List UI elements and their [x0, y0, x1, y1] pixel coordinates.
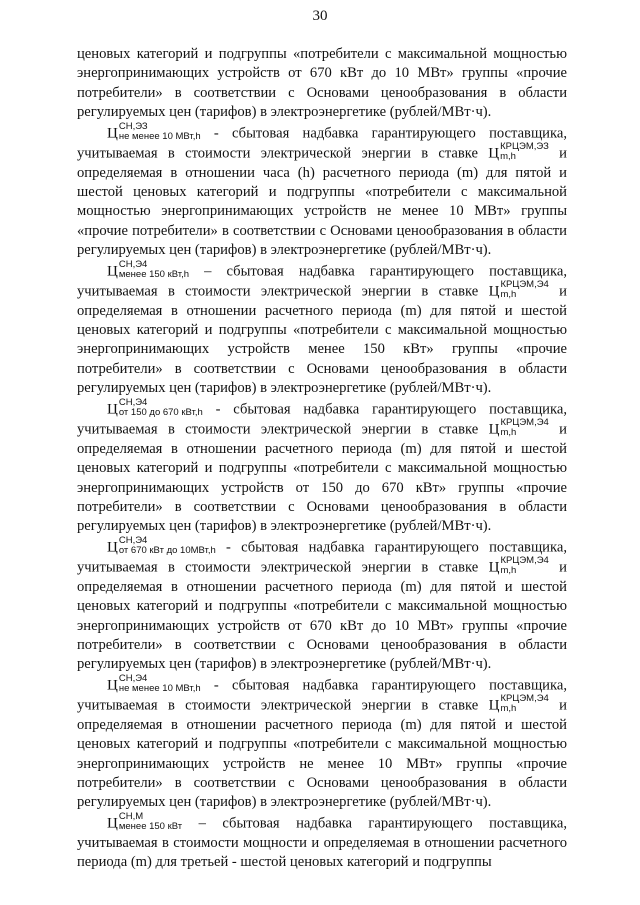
definition-text-cont: и определяемая в отношении расчетного периода (m) для пятой и шестой ценовых категорий и подгруппы «потребители с максимальной мощностью энергопринимающих устройств менее 150 кВт» группы «прочие потребители» в соответствии с Основами ценообразования в области регулируемых цен (тарифов) в электроэнергетике (рублей/МВт·ч).	[77, 283, 567, 397]
symbol-base: Ц	[107, 677, 118, 694]
page-number: 30	[312, 8, 328, 24]
rate-superscript: КРЦЭМ,Э4	[500, 416, 549, 428]
document-body	[77, 45, 567, 873]
symbol-superscript: СН,М	[118, 810, 144, 822]
symbol-base: Ц	[107, 263, 118, 279]
symbol-base: Ц	[107, 539, 118, 556]
symbol-subscript: от 670 кВт до 10МВт,h	[118, 544, 216, 556]
rate-symbol	[488, 416, 549, 440]
rate-symbol	[488, 140, 549, 164]
tariff-symbol	[107, 258, 189, 282]
definition-paragraph	[77, 534, 567, 675]
symbol-subscript: не менее 10 МВт,h	[118, 130, 201, 142]
rate-symbol-base: Ц	[488, 144, 500, 161]
tariff-symbol	[107, 672, 201, 696]
symbol-base: Ц	[107, 815, 118, 832]
definition-text: – сбытовая надбавка гарантирующего поставщика, учитываемая в стоимости электрической энергии в ставке	[77, 263, 567, 299]
definition-paragraph	[77, 258, 567, 399]
rate-symbol	[488, 278, 549, 302]
tariff-symbol	[107, 396, 203, 420]
symbol-subscript: не менее 10 МВт,h	[118, 682, 201, 694]
definition-text: - сбытовая надбавка гарантирующего поставщика, учитываемая в стоимости электрической энергии в ставке	[77, 124, 567, 161]
rate-superscript: КРЦЭМ,ЭЗ	[500, 140, 549, 152]
rate-symbol	[488, 554, 549, 578]
rate-superscript: КРЦЭМ,Э4	[500, 692, 549, 704]
definition-text: - сбытовая надбавка гарантирующего поставщика, учитываемая в стоимости электрической энергии в ставке	[77, 677, 567, 714]
symbol-base: Ц	[107, 124, 118, 141]
symbol-superscript: СН,Э4	[118, 534, 148, 546]
intro-paragraph: ценовых категорий и подгруппы «потребители с максимальной мощностью энергопринимающих устройств от 670 кВт до 10 МВт» группы «прочие потребители» в соответствии с Основами ценообразования в области регулируемых цен (тарифов) в электроэнергетике (рублей/МВт·ч).	[77, 46, 567, 121]
definition-paragraph	[77, 810, 567, 873]
symbol-superscript: СН,Э4	[118, 396, 148, 408]
symbol-superscript: СН,Э4	[118, 258, 148, 270]
symbol-subscript: менее 150 кВт,h	[118, 268, 189, 280]
rate-superscript: КРЦЭМ,Э4	[500, 278, 549, 290]
definition-paragraph	[77, 120, 567, 261]
rate-subscript: m,h	[500, 426, 517, 438]
definition-paragraph	[77, 396, 567, 537]
tariff-symbol	[107, 120, 201, 144]
rate-symbol-base: Ц	[488, 421, 500, 438]
rate-symbol-base: Ц	[488, 559, 500, 576]
definition-text: - сбытовая надбавка гарантирующего поставщика, учитываемая в стоимости электрической энергии в ставке	[77, 401, 567, 438]
definition-text: - сбытовая надбавка гарантирующего поставщика, учитываемая в стоимости электрической энергии в ставке	[77, 539, 567, 576]
definitions-list	[77, 120, 567, 873]
rate-subscript: m,h	[500, 702, 517, 714]
tariff-symbol	[107, 534, 216, 558]
rate-superscript: КРЦЭМ,Э4	[500, 554, 549, 566]
definition-text-cont: и определяемая в отношении часа (h) расчетного периода (m) для пятой и шестой ценовых категорий и подгруппы «потребители с максимальной мощностью энергопринимающих устройств не менее 10 МВт» группы «прочие потребители» в соответствии с Основами ценообразования в области регулируемых цен (тарифов) в электроэнергетике (рублей/МВт·ч).	[77, 144, 567, 259]
definition-text-cont: и определяемая в отношении расчетного периода (m) для пятой и шестой ценовых категорий и подгруппы «потребители с максимальной мощностью энергопринимающих устройств не менее 10 МВт» группы «прочие потребители» в соответствии с Основами ценообразования в области регулируемых цен (тарифов) в электроэнергетике (рублей/МВт·ч).	[77, 697, 567, 811]
rate-subscript: m,h	[500, 150, 516, 162]
rate-symbol	[488, 692, 549, 716]
definition-text: – сбытовая надбавка гарантирующего поставщика, учитываемая в стоимости мощности и определяемая в отношении расчетного периода (m) для третьей - шестой ценовых категорий и подгруппы	[77, 815, 567, 871]
symbol-subscript: от 150 до 670 кВт,h	[118, 406, 203, 418]
tariff-symbol	[107, 810, 183, 834]
rate-subscript: m,h	[500, 288, 517, 300]
rate-symbol-base: Ц	[488, 283, 500, 299]
definition-text-cont: и определяемая в отношении расчетного периода (m) для пятой и шестой ценовых категорий и подгруппы «потребители с максимальной мощностью энергопринимающих устройств от 670 кВт до 10 МВт» группы «прочие потребители» в соответствии с Основами ценообразования в области регулируемых цен (тарифов) в электроэнергетике (рублей/МВт·ч).	[77, 559, 567, 673]
symbol-superscript: СН,Э4	[118, 672, 148, 684]
rate-subscript: m,h	[500, 564, 517, 576]
definition-paragraph	[77, 672, 567, 813]
symbol-superscript: СН,ЭЗ	[118, 120, 148, 132]
rate-symbol-base: Ц	[488, 697, 500, 714]
symbol-subscript: менее 150 кВт	[118, 820, 183, 832]
symbol-base: Ц	[107, 401, 118, 418]
definition-text-cont: и определяемая в отношении расчетного периода (m) для пятой и шестой ценовых категорий и подгруппы «потребители с максимальной мощностью энергопринимающих устройств от 150 до 670 кВт» группы «прочие потребители» в соответствии с Основами ценообразования в области регулируемых цен (тарифов) в электроэнергетике (рублей/МВт·ч).	[77, 421, 567, 535]
